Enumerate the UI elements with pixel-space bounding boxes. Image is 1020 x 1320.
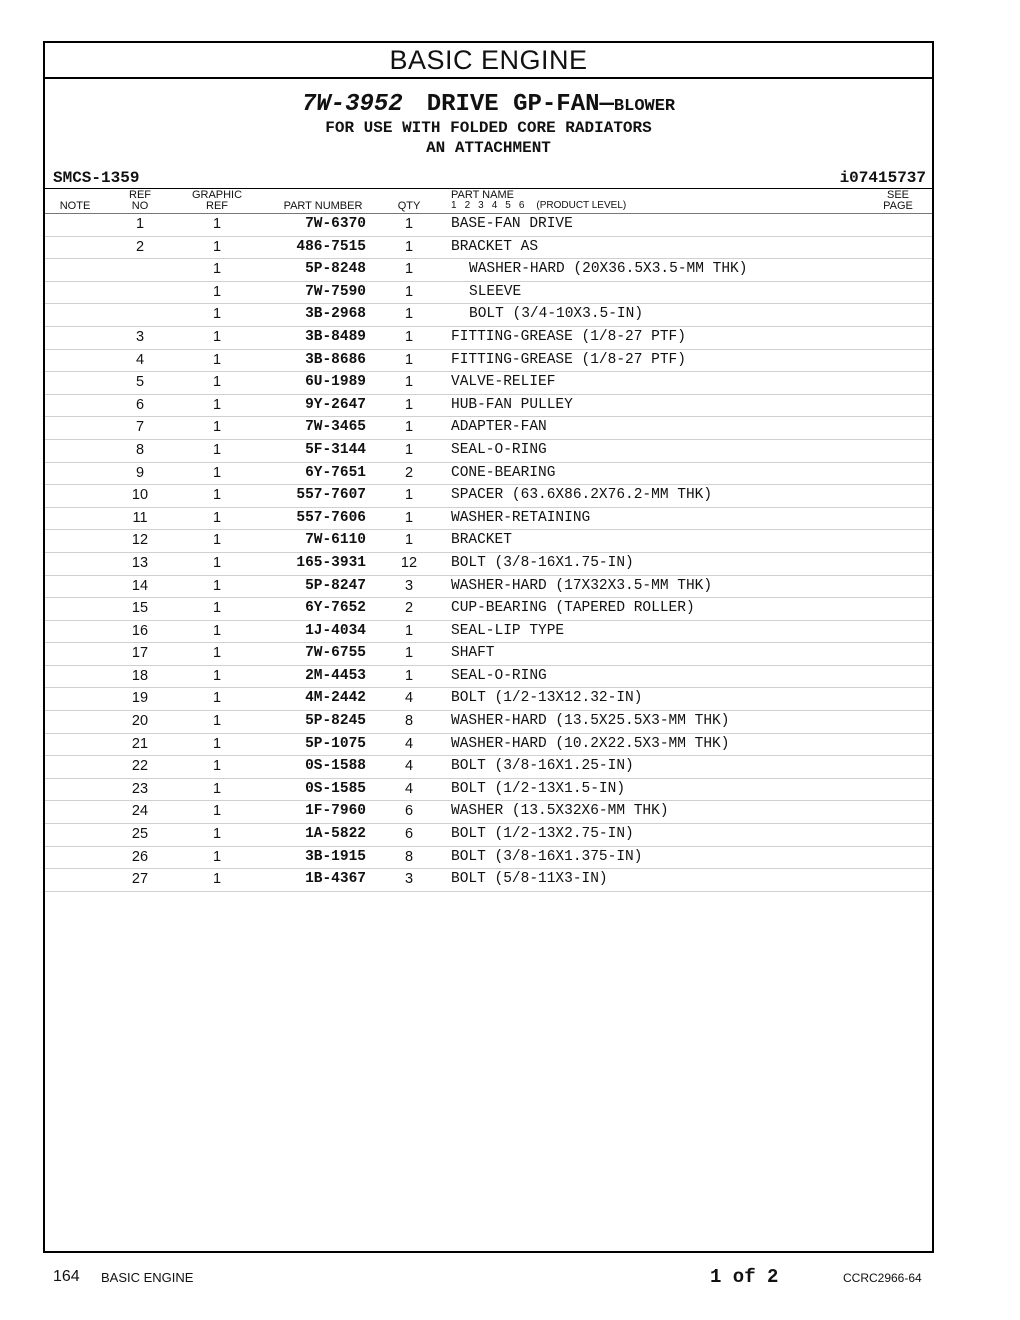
row-part-name: SEAL-O-RING (451, 667, 547, 684)
row-qty: 2 (404, 600, 414, 617)
row-part-name: CUP-BEARING (TAPERED ROLLER) (451, 600, 695, 617)
table-row (45, 847, 932, 870)
row-part-name: BRACKET (451, 532, 512, 549)
table-row (45, 417, 932, 440)
row-part-number[interactable]: 1F-7960 (305, 803, 366, 820)
row-part-number[interactable]: 5P-8248 (305, 261, 366, 278)
row-qty: 1 (404, 419, 414, 436)
row-qty: 6 (404, 826, 414, 843)
row-qty: 8 (404, 848, 414, 865)
table-row (45, 327, 932, 350)
group-title (45, 91, 932, 118)
row-qty: 4 (404, 780, 414, 797)
row-ref-no: 8 (135, 441, 145, 458)
group-dash: — (599, 91, 614, 118)
table-row (45, 711, 932, 734)
row-part-number[interactable]: 0S-1585 (305, 780, 366, 797)
row-part-number[interactable]: 3B-8489 (305, 328, 366, 345)
row-ref-no: 3 (135, 328, 145, 345)
row-part-number[interactable]: 6Y-7651 (305, 464, 366, 481)
table-row (45, 508, 932, 531)
table-row (45, 237, 932, 260)
row-qty: 1 (404, 216, 414, 232)
row-part-number[interactable]: 7W-6755 (305, 645, 366, 662)
row-graphic-ref: 1 (212, 577, 222, 594)
row-part-name: BOLT (5/8-11X3-IN) (451, 871, 608, 888)
table-row (45, 688, 932, 711)
doc-code: CCRC2966-64 (843, 1271, 922, 1285)
table-row (45, 485, 932, 508)
row-graphic-ref: 1 (212, 374, 222, 391)
table-row (45, 214, 932, 237)
group-part-number[interactable]: 7W-3952 (301, 91, 403, 118)
row-qty: 2 (404, 464, 414, 481)
row-part-name: VALVE-RELIEF (451, 374, 556, 391)
row-graphic-ref: 1 (212, 554, 222, 571)
row-part-name: FITTING-GREASE (1/8-27 PTF) (451, 351, 686, 368)
table-row (45, 395, 932, 418)
row-ref-no: 6 (135, 396, 145, 413)
row-ref-no: 21 (131, 735, 149, 752)
row-qty: 1 (404, 283, 414, 300)
row-part-name: SLEEVE (469, 283, 522, 300)
row-graphic-ref: 1 (212, 690, 222, 707)
level-6: 6 (518, 200, 525, 211)
row-part-name: HUB-FAN PULLEY (451, 396, 573, 413)
row-ref-no: 16 (131, 622, 149, 639)
row-part-name: SEAL-LIP TYPE (451, 622, 565, 639)
row-qty: 1 (404, 667, 414, 684)
row-ref-no: 23 (131, 780, 149, 797)
row-part-name: SPACER (63.6X86.2X76.2-MM THK) (451, 487, 713, 504)
row-part-number[interactable]: 9Y-2647 (305, 396, 366, 413)
smcs-row (45, 168, 932, 189)
row-qty: 1 (404, 532, 414, 549)
table-row (45, 666, 932, 689)
row-part-name: WASHER (13.5X32X6-MM THK) (451, 803, 669, 820)
row-qty: 1 (404, 238, 414, 255)
parts-table (45, 214, 932, 892)
row-graphic-ref: 1 (212, 622, 222, 639)
row-qty: 1 (404, 487, 414, 504)
row-qty: 1 (404, 622, 414, 639)
row-graphic-ref: 1 (212, 826, 222, 843)
row-part-name: BOLT (1/2-13X1.5-IN) (451, 780, 626, 797)
row-graphic-ref: 1 (212, 283, 222, 300)
level-4: 4 (491, 200, 498, 211)
row-part-number[interactable]: 5F-3144 (305, 441, 366, 458)
row-ref-no: 10 (131, 487, 149, 504)
row-graphic-ref: 1 (212, 667, 222, 684)
row-graphic-ref: 1 (212, 238, 222, 255)
footer-section: BASIC ENGINE (101, 1270, 194, 1285)
row-graphic-ref: 1 (212, 645, 222, 662)
row-graphic-ref: 1 (212, 509, 222, 526)
row-qty: 1 (404, 351, 414, 368)
row-part-name: SEAL-O-RING (451, 441, 547, 458)
row-part-name: BOLT (3/8-16X1.75-IN) (451, 554, 634, 571)
table-row (45, 779, 932, 802)
table-row (45, 282, 932, 305)
column-headers (45, 189, 932, 214)
row-part-number[interactable]: 557-7606 (296, 509, 366, 526)
product-level-label: (PRODUCT LEVEL) (536, 200, 627, 211)
row-qty: 1 (404, 306, 414, 323)
row-qty: 3 (404, 577, 414, 594)
col-see-top: SEE (886, 189, 910, 201)
col-ref-top: REF (129, 189, 151, 201)
row-part-number[interactable]: 1B-4367 (305, 871, 366, 888)
table-row (45, 553, 932, 576)
row-part-name: FITTING-GREASE (1/8-27 PTF) (451, 328, 686, 345)
row-part-number[interactable]: 557-7607 (296, 487, 366, 504)
row-graphic-ref: 1 (212, 532, 222, 549)
row-part-number[interactable]: 6Y-7652 (305, 600, 366, 617)
row-part-number[interactable]: 6U-1989 (305, 374, 366, 391)
row-part-number[interactable]: 5P-8245 (305, 713, 366, 730)
table-row (45, 801, 932, 824)
col-graphic-bottom: REF (206, 200, 228, 212)
row-part-name: WASHER-HARD (13.5X25.5X3-MM THK) (451, 713, 730, 730)
row-graphic-ref: 1 (212, 351, 222, 368)
row-ref-no: 26 (131, 848, 149, 865)
row-qty: 1 (404, 645, 414, 662)
row-part-number[interactable]: 1J-4034 (305, 622, 366, 639)
col-ref-bottom: NO (131, 200, 149, 212)
row-qty: 1 (404, 441, 414, 458)
row-part-name: BASE-FAN DRIVE (451, 216, 573, 232)
row-part-number[interactable]: 5P-1075 (305, 735, 366, 752)
row-ref-no: 11 (132, 509, 148, 526)
row-qty: 1 (404, 509, 414, 526)
row-qty: 1 (404, 374, 414, 391)
row-graphic-ref: 1 (212, 803, 222, 820)
group-subtitle-2: AN ATTACHMENT (426, 139, 551, 157)
row-qty: 6 (404, 803, 414, 820)
row-ref-no: 20 (131, 713, 149, 730)
row-graphic-ref: 1 (212, 735, 222, 752)
row-qty: 3 (404, 871, 414, 888)
row-graphic-ref: 1 (212, 487, 222, 504)
group-subtitle-1: FOR USE WITH FOLDED CORE RADIATORS (325, 119, 652, 137)
row-part-name: WASHER-HARD (17X32X3.5-MM THK) (451, 577, 713, 594)
row-ref-no: 19 (131, 690, 149, 707)
level-1: 1 (451, 200, 457, 211)
row-part-name: BOLT (1/2-13X12.32-IN) (451, 690, 643, 707)
row-graphic-ref: 1 (212, 306, 222, 323)
row-graphic-ref: 1 (212, 758, 222, 775)
table-row (45, 259, 932, 282)
row-part-number[interactable]: 3B-2968 (305, 306, 366, 323)
row-ref-no: 24 (131, 803, 149, 820)
row-ref-no: 5 (135, 374, 145, 391)
row-ref-no: 25 (131, 826, 149, 843)
row-part-number[interactable]: 0S-1588 (305, 758, 366, 775)
row-part-number[interactable]: 5P-8247 (305, 577, 366, 594)
row-part-name: CONE-BEARING (451, 464, 556, 481)
row-part-name: BOLT (3/8-16X1.375-IN) (451, 848, 643, 865)
row-ref-no: 13 (131, 554, 149, 571)
table-row (45, 463, 932, 486)
row-part-name: WASHER-HARD (20X36.5X3.5-MM THK) (469, 261, 748, 278)
pagination[interactable]: 1 of 2 (710, 1266, 779, 1288)
row-graphic-ref: 1 (212, 848, 222, 865)
row-part-name: ADAPTER-FAN (451, 419, 547, 436)
row-part-number[interactable]: 2M-4453 (305, 667, 366, 684)
table-row (45, 621, 932, 644)
row-ref-no: 4 (135, 351, 145, 368)
table-row (45, 530, 932, 553)
table-row (45, 824, 932, 847)
row-qty: 8 (404, 713, 414, 730)
row-qty: 4 (404, 690, 414, 707)
row-part-name: BOLT (3/4-10X3.5-IN) (469, 306, 644, 323)
row-graphic-ref: 1 (212, 780, 222, 797)
row-graphic-ref: 1 (212, 328, 222, 345)
row-part-number[interactable]: 165-3931 (296, 554, 366, 571)
col-part-number: PART NUMBER (283, 200, 363, 212)
row-graphic-ref: 1 (212, 396, 222, 413)
row-ref-no: 15 (131, 600, 149, 617)
row-part-number[interactable]: 4M-2442 (305, 690, 366, 707)
col-graphic-top: GRAPHIC (191, 189, 243, 201)
row-qty: 1 (404, 396, 414, 413)
row-part-name: SHAFT (451, 645, 495, 662)
row-part-number[interactable]: 486-7515 (296, 238, 366, 255)
row-part-number[interactable]: 7W-6110 (305, 532, 366, 549)
row-qty: 4 (404, 735, 414, 752)
table-row (45, 576, 932, 599)
table-row (45, 869, 932, 892)
row-qty: 4 (404, 758, 414, 775)
level-5: 5 (505, 200, 511, 211)
row-qty: 1 (404, 261, 414, 278)
col-qty: QTY (397, 200, 421, 212)
row-ref-no: 7 (135, 419, 145, 436)
row-part-name: BOLT (1/2-13X2.75-IN) (451, 826, 634, 843)
row-ref-no: 12 (131, 532, 149, 549)
row-qty: 12 (400, 554, 418, 571)
row-graphic-ref: 1 (212, 216, 222, 232)
row-graphic-ref: 1 (212, 600, 222, 617)
row-graphic-ref: 1 (212, 261, 222, 278)
row-ref-no: 14 (131, 577, 149, 594)
row-graphic-ref: 1 (212, 871, 222, 888)
table-row (45, 643, 932, 666)
page-number: 164 (53, 1268, 80, 1285)
row-part-number[interactable]: 7W-7590 (305, 283, 366, 300)
page-footer (0, 1266, 1020, 1290)
row-ref-no: 1 (135, 216, 145, 232)
table-row (45, 440, 932, 463)
smcs-code: SMCS-1359 (53, 169, 140, 187)
row-part-name: WASHER-RETAINING (451, 509, 591, 526)
table-row (45, 304, 932, 327)
col-note: NOTE (59, 200, 91, 212)
row-part-number[interactable]: 7W-6370 (305, 216, 366, 232)
table-row (45, 756, 932, 779)
row-graphic-ref: 1 (212, 441, 222, 458)
section-title: BASIC ENGINE (45, 43, 932, 79)
parts-page-frame (43, 41, 934, 1253)
row-graphic-ref: 1 (212, 713, 222, 730)
table-row (45, 350, 932, 373)
level-3: 3 (478, 200, 484, 211)
row-ref-no: 17 (131, 645, 149, 662)
illustration-id[interactable]: i07415737 (839, 169, 926, 187)
row-graphic-ref: 1 (212, 464, 222, 481)
col-part-name: PART NAME (451, 189, 514, 201)
row-part-name: BRACKET AS (451, 238, 539, 255)
row-part-number[interactable]: 1A-5822 (305, 826, 366, 843)
table-row (45, 734, 932, 757)
row-ref-no: 22 (131, 758, 149, 775)
row-qty: 1 (404, 328, 414, 345)
col-see-bottom: PAGE (883, 200, 913, 212)
group-suffix: BLOWER (613, 97, 676, 116)
table-row (45, 598, 932, 621)
row-ref-no: 2 (135, 238, 145, 255)
row-ref-no: 9 (135, 464, 145, 481)
level-2: 2 (464, 200, 471, 211)
row-part-name: BOLT (3/8-16X1.25-IN) (451, 758, 634, 775)
group-name: DRIVE GP-FAN (426, 91, 600, 118)
row-part-name: WASHER-HARD (10.2X22.5X3-MM THK) (451, 735, 730, 752)
table-row (45, 372, 932, 395)
row-ref-no: 18 (131, 667, 149, 684)
row-part-number[interactable]: 7W-3465 (305, 419, 366, 436)
col-levels (451, 200, 634, 211)
row-part-number[interactable]: 3B-1915 (305, 848, 366, 865)
row-ref-no: 27 (131, 871, 149, 888)
row-part-number[interactable]: 3B-8686 (305, 351, 366, 368)
row-graphic-ref: 1 (212, 419, 222, 436)
